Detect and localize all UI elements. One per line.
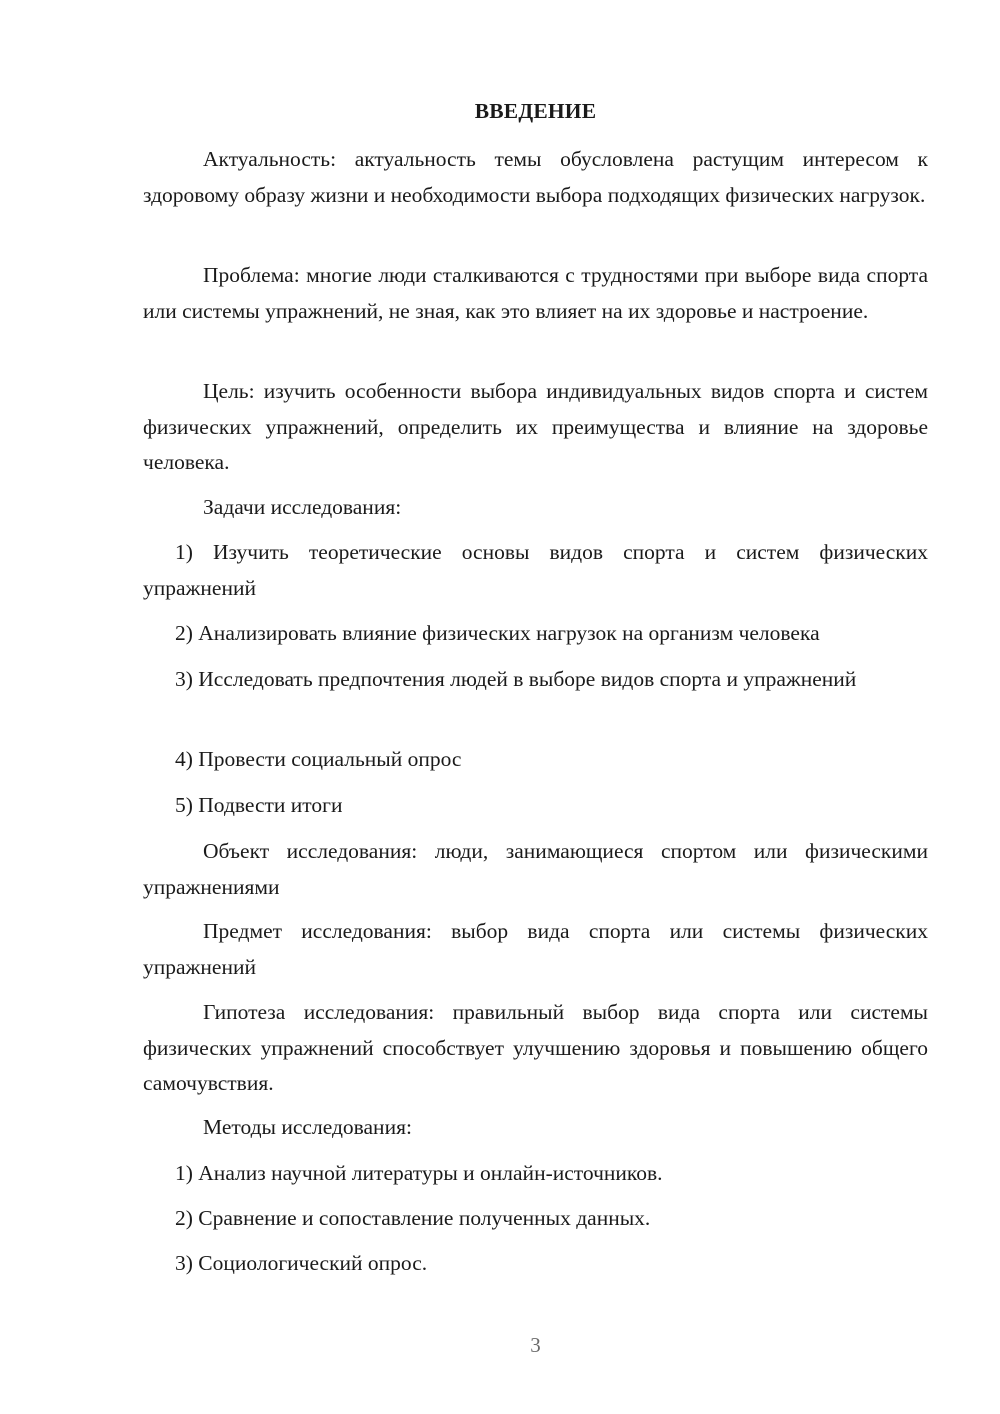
list-item-task-5: 5) Подвести итоги xyxy=(175,793,343,817)
list-item-method-2: 2) Сравнение и сопоставление полученных данных. xyxy=(175,1206,651,1230)
paragraph-methods-heading: Методы исследования: xyxy=(203,1115,412,1139)
paragraph-tasks-heading: Задачи исследования: xyxy=(203,495,402,519)
page-number: 3 xyxy=(530,1333,541,1357)
paragraph-goal: Цель: изучить особенности выбора индивидуальных видов спорта и систем физических упражнений, определить их преимущества и влияние на здоровье человека. xyxy=(143,379,928,474)
paragraph-relevance: Актуальность: актуальность темы обусловлена растущим интересом к здоровому образу жизни и необходимости выбора подходящих физических нагрузок. xyxy=(143,147,928,207)
paragraph-problem: Проблема: многие люди сталкиваются с трудностями при выборе вида спорта или системы упражнений, не зная, как это влияет на их здоровье и настроение. xyxy=(143,263,928,323)
list-item-task-2: 2) Анализировать влияние физических нагрузок на организм человека xyxy=(175,621,820,645)
list-item-method-3: 3) Социологический опрос. xyxy=(175,1251,428,1275)
paragraph-object: Объект исследования: люди, занимающиеся спортом или физическими упражнениями xyxy=(143,839,928,899)
list-item-method-1: 1) Анализ научной литературы и онлайн-источников. xyxy=(175,1161,663,1185)
list-item-task-3: 3) Исследовать предпочтения людей в выборе видов спорта и упражнений xyxy=(175,667,857,691)
page-title: ВВЕДЕНИЕ xyxy=(474,99,597,123)
list-item-task-1: 1) Изучить теоретические основы видов спорта и систем физических упражнений xyxy=(143,540,928,600)
paragraph-subject: Предмет исследования: выбор вида спорта или системы физических упражнений xyxy=(143,919,928,979)
list-item-task-4: 4) Провести социальный опрос xyxy=(175,747,462,771)
document-page xyxy=(143,0,928,1414)
paragraph-hypothesis: Гипотеза исследования: правильный выбор вида спорта или системы физических упражнений способствует улучшению здоровья и повышению общего самочувствия. xyxy=(143,1000,928,1095)
